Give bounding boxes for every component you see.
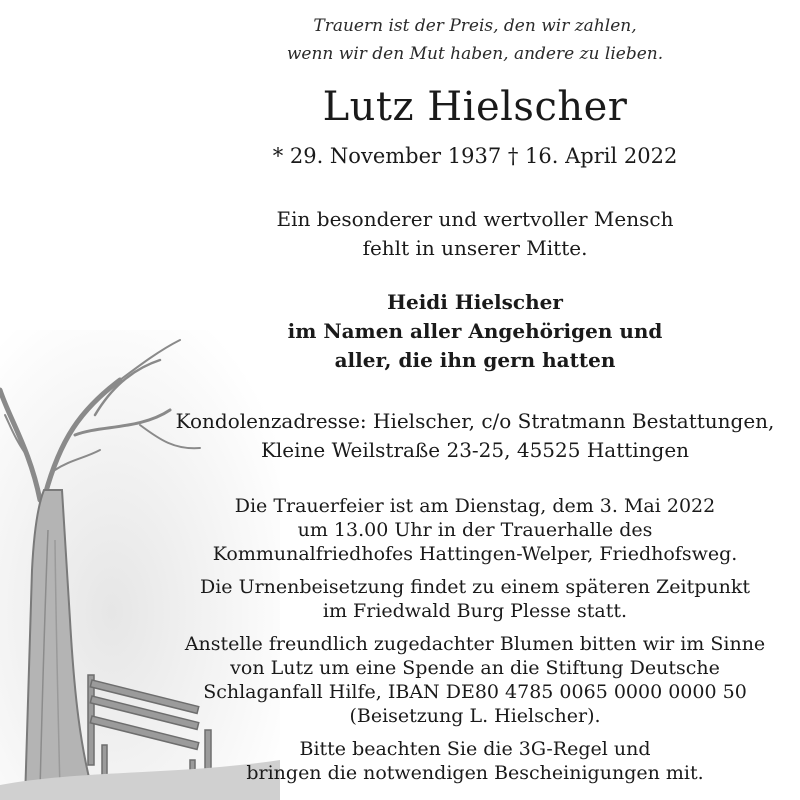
service-line-8: Schlaganfall Hilfe, IBAN DE80 4785 0065 0000 0000 50	[203, 681, 747, 703]
service-line-10: Bitte beachten Sie die 3G-Regel und	[299, 738, 651, 760]
quote-line-1: Trauern ist der Preis, den wir zahlen,	[313, 16, 637, 36]
service-line-11: bringen die notwendigen Bescheinigungen mit.	[246, 762, 704, 784]
service-line-3: Kommunalfriedhofes Hattingen-Welper, Friedhofsweg.	[212, 543, 738, 565]
service-line-1: Die Trauerfeier ist am Dienstag, dem 3. Mai 2022	[234, 495, 716, 517]
deceased-name: Lutz Hielscher	[322, 84, 628, 130]
signature-line-1: Heidi Hielscher	[387, 290, 563, 314]
condolence-line-2: Kleine Weilstraße 23-25, 45525 Hattingen	[260, 438, 690, 462]
service-line-2: um 13.00 Uhr in der Trauerhalle des	[297, 519, 653, 541]
tree-and-bench-illustration	[0, 330, 280, 800]
service-line-9: (Beisetzung L. Hielscher).	[349, 705, 601, 727]
service-line-4: Die Urnenbeisetzung findet zu einem späteren Zeitpunkt	[199, 576, 750, 598]
condolence-line-1: Kondolenzadresse: Hielscher, c/o Stratmann Bestattungen,	[175, 409, 775, 433]
service-line-7: von Lutz um eine Spende an die Stiftung Deutsche	[230, 657, 720, 679]
life-dates: * 29. November 1937 † 16. April 2022	[272, 144, 678, 168]
signature-line-3: aller, die ihn gern hatten	[334, 348, 616, 372]
service-line-6: Anstelle freundlich zugedachter Blumen bitten wir im Sinne	[184, 633, 766, 655]
tribute-line-1: Ein besonderer und wertvoller Mensch	[276, 207, 674, 231]
service-line-5: im Friedwald Burg Plesse statt.	[322, 600, 628, 622]
tribute-line-2: fehlt in unserer Mitte.	[362, 236, 588, 260]
quote-line-2: wenn wir den Mut haben, andere zu lieben.	[286, 44, 664, 64]
signature-line-2: im Namen aller Angehörigen und	[287, 319, 663, 343]
